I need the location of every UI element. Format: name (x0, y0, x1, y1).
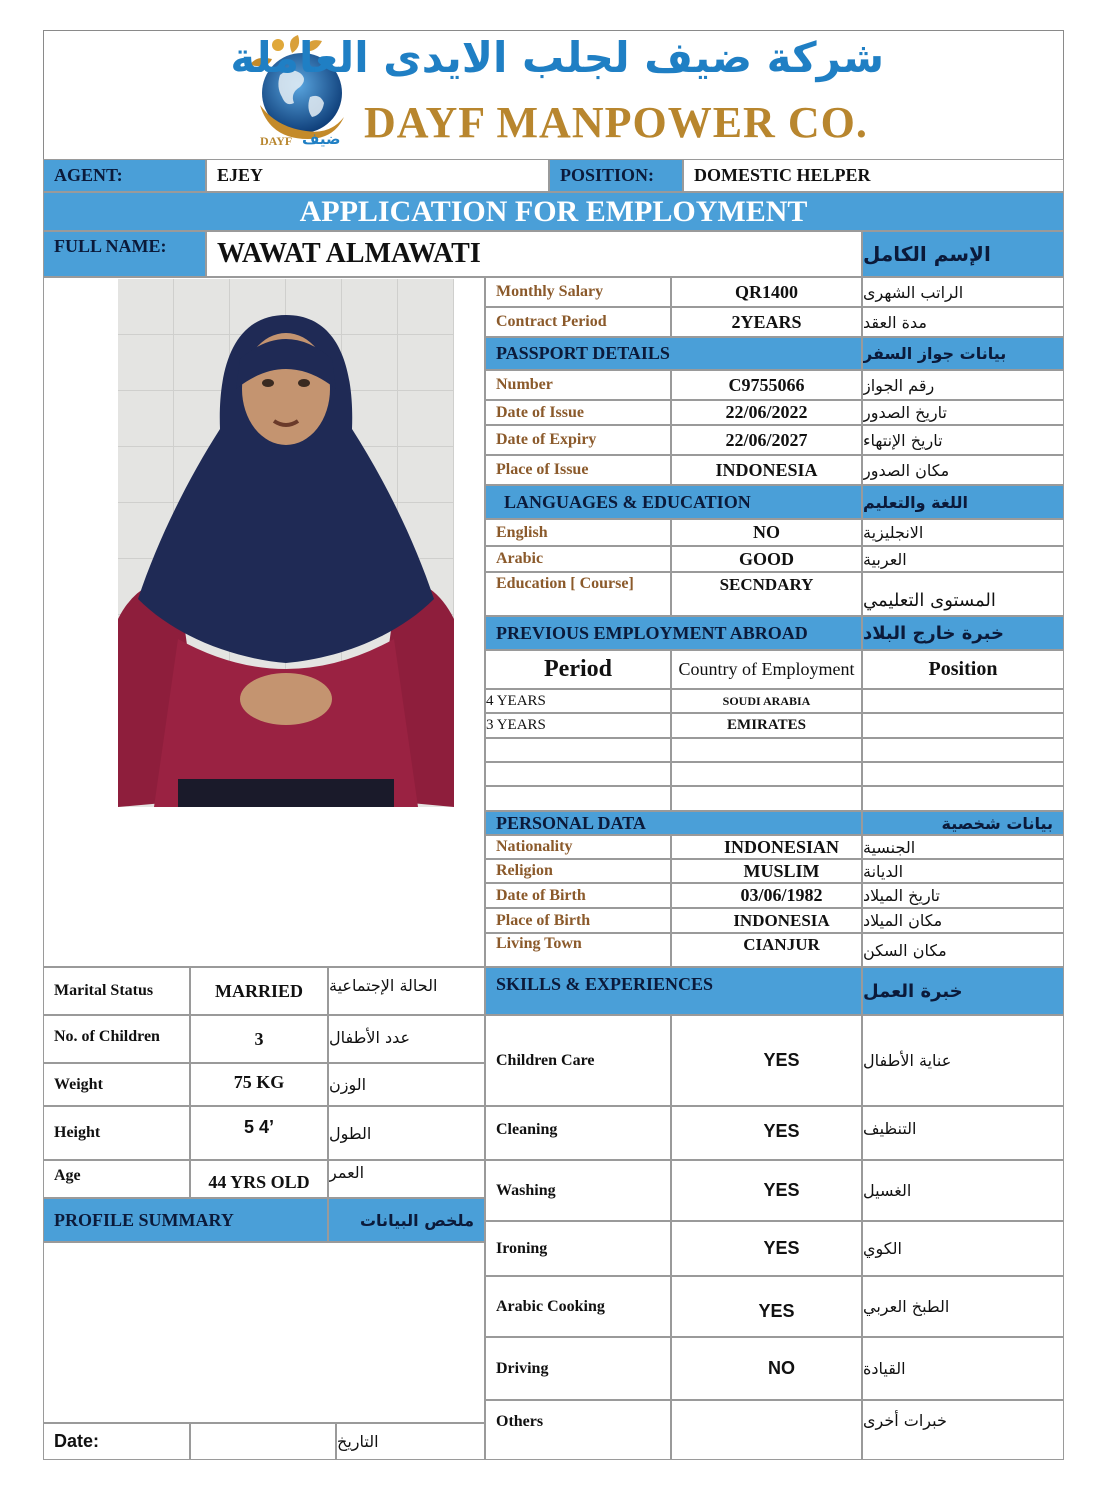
skill-label-2: Washing (485, 1160, 671, 1221)
passport-title: PASSPORT DETAILS (485, 337, 862, 370)
language-ar-1: العربية (862, 546, 1064, 572)
skill-label-5: Driving (485, 1337, 671, 1400)
position-value: DOMESTIC HELPER (683, 159, 1064, 192)
skill-ar-5: القيادة (862, 1337, 1064, 1400)
skill-ar-4: الطبخ العربي (862, 1276, 1064, 1337)
profile-title: PROFILE SUMMARY (43, 1198, 328, 1242)
employment-position-2 (862, 738, 1064, 762)
employment-country-0: SOUDI ARABIA (671, 689, 862, 713)
logo-small-en: DAYF (260, 134, 293, 148)
employment-period-0: 4 YEARS (485, 689, 671, 713)
logo-small-ar: ضيف (302, 130, 341, 148)
skill-value-6 (671, 1400, 862, 1460)
employment-title: PREVIOUS EMPLOYMENT ABROAD (485, 616, 862, 650)
passport-label-0: Number (485, 370, 671, 400)
status-ar-0: الحالة الإجتماعية (328, 967, 485, 1015)
skill-value-4: YES (671, 1276, 862, 1337)
date-ar: التاريخ (336, 1423, 485, 1460)
personal-ar-4: مكان السكن (862, 933, 1064, 967)
skill-value-1: YES (671, 1106, 862, 1160)
full-name-label: FULL NAME: (43, 231, 206, 277)
employment-col-period: Period (485, 650, 671, 689)
employment-period-1: 3 YEARS (485, 713, 671, 738)
passport-label-3: Place of Issue (485, 455, 671, 485)
language-ar-0: الانجليزية (862, 519, 1064, 546)
languages-title-ar: اللغة والتعليم (862, 485, 1064, 519)
skill-ar-0: عناية الأطفال (862, 1015, 1064, 1106)
passport-title-ar: بيانات جواز السفر (862, 337, 1064, 370)
skill-value-0: YES (671, 1015, 862, 1106)
skills-title-ar: خبرة العمل (862, 967, 1064, 1015)
personal-label-3: Place of Birth (485, 908, 671, 933)
employment-position-3 (862, 762, 1064, 786)
passport-ar-2: تاريخ الإنتهاء (862, 425, 1064, 455)
passport-value-3: INDONESIA (671, 455, 862, 485)
full-name-label-ar: الإسم الكامل (862, 231, 1064, 277)
passport-ar-0: رقم الجواز (862, 370, 1064, 400)
personal-value-1: MUSLIM (671, 859, 862, 883)
status-label-4: Age (43, 1160, 190, 1198)
passport-ar-3: مكان الصدور (862, 455, 1064, 485)
personal-label-4: Living Town (485, 933, 671, 967)
employment-position-0 (862, 689, 1064, 713)
company-name-en: DAYF MANPOWER CO. (364, 98, 868, 147)
personal-ar-1: الديانة (862, 859, 1064, 883)
salary-ar-1: مدة العقد (862, 307, 1064, 337)
passport-value-1: 22/06/2022 (671, 400, 862, 425)
skill-ar-2: الغسيل (862, 1160, 1064, 1221)
status-label-3: Height (43, 1106, 190, 1160)
personal-value-4: CIANJUR (671, 933, 862, 967)
skill-label-3: Ironing (485, 1221, 671, 1276)
employment-period-2 (485, 738, 671, 762)
personal-value-2: 03/06/1982 (671, 883, 862, 908)
date-label: Date: (43, 1423, 190, 1460)
status-ar-2: الوزن (328, 1063, 485, 1106)
company-header (44, 31, 1063, 159)
status-value-0: MARRIED (190, 967, 328, 1015)
personal-label-2: Date of Birth (485, 883, 671, 908)
skills-title: SKILLS & EXPERIENCES (485, 967, 862, 1015)
passport-value-0: C9755066 (671, 370, 862, 400)
salary-label-0: Monthly Salary (485, 277, 671, 307)
language-label-1: Arabic (485, 546, 671, 572)
skill-label-6: Others (485, 1400, 671, 1460)
personal-title-ar: بيانات شخصية (862, 811, 1064, 835)
status-label-2: Weight (43, 1063, 190, 1106)
passport-label-1: Date of Issue (485, 400, 671, 425)
skill-label-0: Children Care (485, 1015, 671, 1106)
employment-position-1 (862, 713, 1064, 738)
personal-title: PERSONAL DATA (485, 811, 862, 835)
employment-country-3 (671, 762, 862, 786)
employment-country-1: EMIRATES (671, 713, 862, 738)
status-value-4: 44 YRS OLD (190, 1160, 328, 1198)
language-label-0: English (485, 519, 671, 546)
employment-country-2 (671, 738, 862, 762)
status-label-1: No. of Children (43, 1015, 190, 1063)
status-value-3: 5 4’ (190, 1106, 328, 1160)
language-ar-2: المستوى التعليمي (862, 572, 1064, 616)
skill-ar-1: التنظيف (862, 1106, 1064, 1160)
status-ar-1: عدد الأطفال (328, 1015, 485, 1063)
employment-col-position: Position (862, 650, 1064, 689)
date-value (190, 1423, 336, 1460)
salary-ar-0: الراتب الشهرى (862, 277, 1064, 307)
salary-value-0: QR1400 (671, 277, 862, 307)
salary-label-1: Contract Period (485, 307, 671, 337)
status-ar-3: الطول (328, 1106, 485, 1160)
profile-title-ar: ملخص البيانات (328, 1198, 485, 1242)
agent-value: EJEY (206, 159, 549, 192)
skill-label-4: Arabic Cooking (485, 1276, 671, 1337)
employment-col-country: Country of Employment (671, 650, 862, 689)
form-title: APPLICATION FOR EMPLOYMENT (43, 192, 1064, 231)
status-ar-4: العمر (328, 1160, 485, 1198)
passport-label-2: Date of Expiry (485, 425, 671, 455)
skill-ar-3: الكوي (862, 1221, 1064, 1276)
employment-period-4 (485, 786, 671, 811)
skill-value-5: NO (671, 1337, 862, 1400)
language-value-0: NO (671, 519, 862, 546)
status-value-2: 75 KG (190, 1063, 328, 1106)
skill-label-1: Cleaning (485, 1106, 671, 1160)
company-name-ar: شركة ضيف لجلب الايدى العاملة (230, 33, 884, 82)
personal-value-3: INDONESIA (671, 908, 862, 933)
employment-title-ar: خبرة خارج البلاد (862, 616, 1064, 650)
skill-value-2: YES (671, 1160, 862, 1221)
skill-value-3: YES (671, 1221, 862, 1276)
employment-position-4 (862, 786, 1064, 811)
salary-value-1: 2YEARS (671, 307, 862, 337)
skill-ar-6: خبرات أخرى (862, 1400, 1064, 1460)
personal-label-1: Religion (485, 859, 671, 883)
languages-title: LANGUAGES & EDUCATION (485, 485, 862, 519)
passport-ar-1: تاريخ الصدور (862, 400, 1064, 425)
agent-label: AGENT: (43, 159, 206, 192)
status-value-1: 3 (190, 1015, 328, 1063)
status-label-0: Marital Status (43, 967, 190, 1015)
personal-label-0: Nationality (485, 835, 671, 859)
position-label: POSITION: (549, 159, 683, 192)
employment-period-3 (485, 762, 671, 786)
language-label-2: Education [ Course] (485, 572, 671, 616)
passport-value-2: 22/06/2027 (671, 425, 862, 455)
personal-ar-2: تاريخ الميلاد (862, 883, 1064, 908)
language-value-1: GOOD (671, 546, 862, 572)
profile-summary-body (43, 1242, 485, 1423)
language-value-2: SECNDARY (671, 572, 862, 616)
applicant-photo (118, 279, 454, 807)
full-name-value: WAWAT ALMAWATI (206, 231, 862, 277)
personal-ar-0: الجنسية (862, 835, 1064, 859)
personal-value-0: INDONESIAN (671, 835, 862, 859)
employment-country-4 (671, 786, 862, 811)
personal-ar-3: مكان الميلاد (862, 908, 1064, 933)
